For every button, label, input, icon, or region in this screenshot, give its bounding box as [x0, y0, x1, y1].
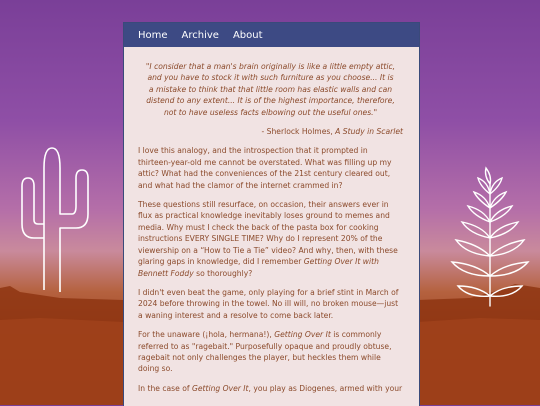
ground-left — [0, 318, 123, 405]
attribution-source: A Study in Scarlet — [335, 127, 403, 137]
top-nav — [124, 23, 419, 47]
paragraph-1: I love this analogy, and the introspection that it prompted in thirteen-year-old me cannot be overstated. What was filling up my attic? What had the conveniences of the 21st century cleared out, and what had the clamor of the internet crammed in? — [138, 146, 392, 190]
paragraph-4-text-a: For the unaware (¡hola, hermana!), — [138, 330, 275, 340]
nav-about-link[interactable]: About — [232, 29, 263, 41]
paragraph-4-text-b: is commonly referred to as "ragebait." Purposefully opaque and proudly obtuse, ragebait not only challenges the player, but heckles them while doing so. — [138, 330, 392, 374]
game-title-italic: Getting Over It with Bennett Foddy — [138, 257, 379, 278]
attribution-author: - Sherlock Holmes, — [261, 127, 336, 137]
saguaro-cactus-icon — [22, 148, 88, 292]
game-title-italic: Getting Over It — [191, 383, 249, 393]
ground-right — [418, 318, 540, 405]
quote-attribution — [138, 126, 403, 137]
main-panel — [123, 22, 420, 406]
paragraph-2 — [138, 199, 403, 279]
paragraph-5-text-a: In the case of — [138, 383, 192, 393]
game-title-italic: Getting Over It — [274, 330, 331, 340]
paragraph-3: I didn't even beat the game, only playing for a brief stint in March of 2024 before throwing in the towel. No ill will, no broken mouse—just a waning interest and a resolve to come back later. — [138, 287, 399, 320]
nav-home-link[interactable]: Home — [138, 29, 168, 41]
article-content — [124, 47, 419, 394]
paragraph-2-text-a: These questions still resurface, on occasion, their answers ever in flux as practical knowledge inevitably loses ground to memes and media. Why must I check the back of the pasta box for cooking instructions EVERY SINGLE TIME? Why do I represent 20% of the viewership on a “How to Tie a Tie” video? And why, then, with these glaring gaps in knowledge, did I remember — [138, 200, 398, 267]
paragraph-5-text-b: , you play as Diogenes, armed with your — [248, 383, 403, 393]
paragraph-2-text-b: so thoroughly? — [193, 268, 253, 278]
paragraph-4 — [138, 329, 403, 375]
nav-archive-link[interactable]: Archive — [181, 29, 219, 41]
paragraph-5 — [138, 383, 403, 394]
blockquote: "I consider that a man's brain originally is like a little empty attic, and you have to stock it with such furniture as you choose... It is a mistake to think that that little room has elastic walls and can distend to any extent... It is of the highest importance, therefore, not to have useless facts elbowing out the useful ones." — [145, 62, 396, 117]
